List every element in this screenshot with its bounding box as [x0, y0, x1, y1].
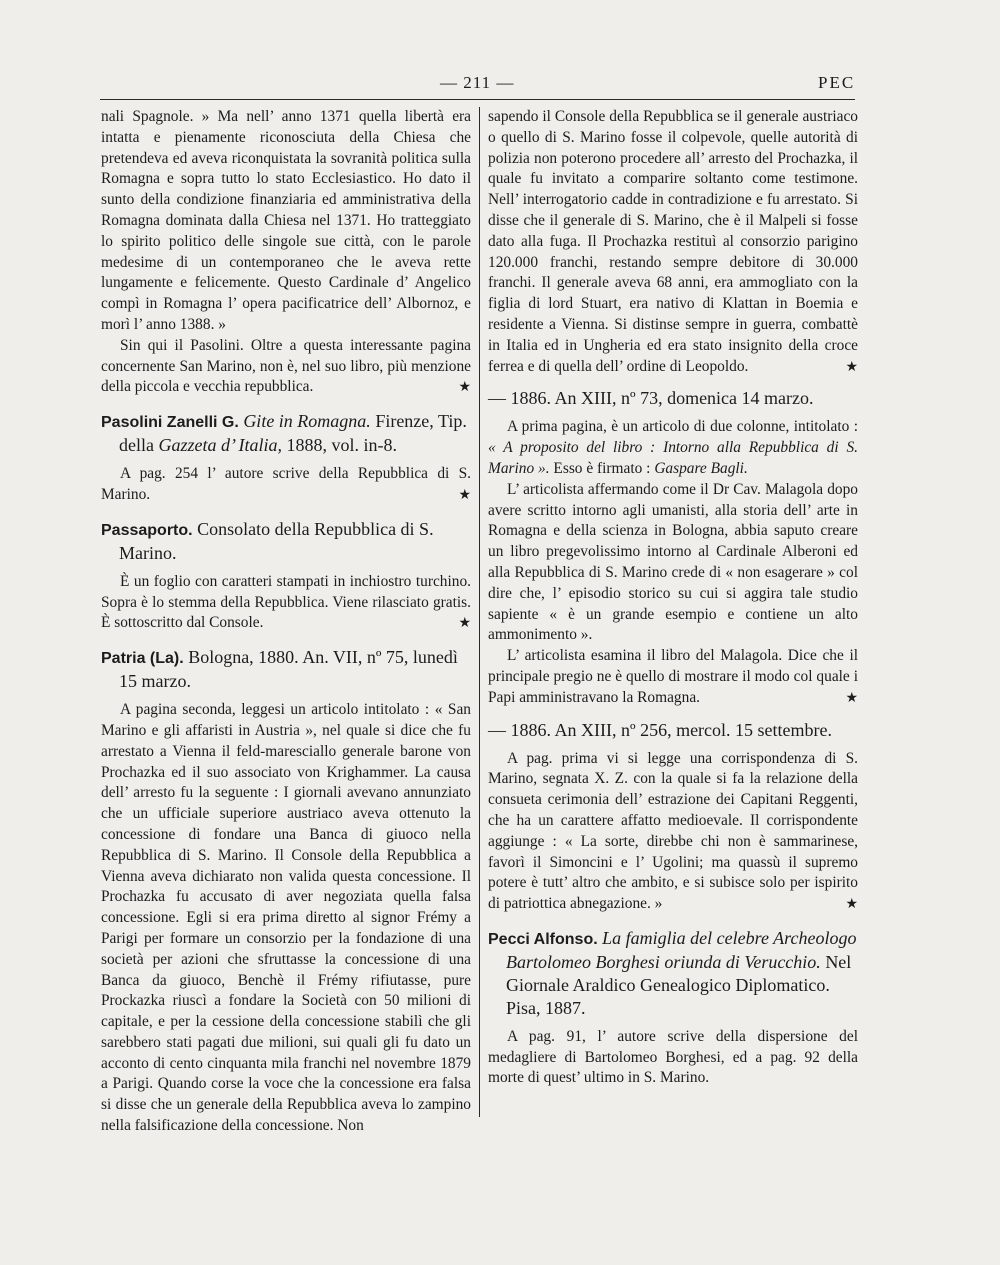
- entry-body-text: A pag. prima vi si legge una corrispondenza di S. Marino, segnata X. Z. con la quale si fa la relazione della consueta cerimonia dell’ estrazione dei Capitani Reggenti, che ha un carattere affatto medioevale. Il corrispondente aggiunge : « La sorte, direbbe chi non è sammarinese, favorì il Simoncini e l’ Ugolini; ma quassù il supremo potere è tutt’ altro che ambito, e si subisce solo per ispirito di patriottica abnegazione. »: [488, 749, 858, 913]
- entry-title: Consolato della Repubblica di S. Marino.: [119, 518, 434, 563]
- entry-author: Patria (La).: [101, 650, 184, 668]
- paragraph: nali Spagnole. » Ma nell’ anno 1371 quella libertà era intatta e pienamente riconosciuta della Chiesa che pretendeva ed aveva riconquistata la sovranità politica sulla Romagna e sopra tutto lo stato Ecclesiastico. Ho dato il sunto della condizione finanziaria ed amministrativa della Romagna dominata dalla Chiesa nel 1371. Ho tratteggiato lo spirito politico delle singole sue città, con le parole medesime di un contemporaneo che le aveva rette lungamente e felicemente. Questo Cardinale d’ Angelico compì in Romagna l’ opera pacificatrice dell’ Albornoz, e morì l’ anno 1388. »: [101, 108, 471, 333]
- entry-body: [488, 417, 858, 479]
- entry-text: A prima pagina, è un articolo di due colonne, intitolato :: [507, 418, 858, 436]
- entry-title: Gite in Romagna.: [243, 411, 371, 432]
- header-rule: [100, 99, 855, 100]
- running-head: PEC: [818, 73, 856, 92]
- entry-body: A pagina seconda, leggesi un articolo intitolato : « San Marino e gli affaristi in Austria », nel quale si dice che fu arrestato a Vienna il feld-maresciallo generale barone von Prochazka ed il suo associato von Krighammer. La causa dell’ arresto fu la seguente : I giornali avevano annunziato che un ufficiale superiore austriaco aveva ottenuto la concessione di fondare una Banca di giuoco nella Repubblica di S. Marino. Il Console della Repubblica a Vienna aveva dichiarato non valida questa concessione. Il Prochazka fu accusato di aver negoziata quella falsa concessione. Egli si era prima diretto al signor Frémy a Parigi per formare un consorzio per la fondazione di una società per azioni che sfruttasse la concessione di una Banca da giuoco, Benchè il Frémy rifiutasse, pure Prockazka riuscì a fondare la Società con 50 milioni di capitale, e per la cessione della concessione stabilì che gli sarebbero stati pagati due milioni, sui quali gli fu dato un acconto di cento cinquanta mila franchi nel novembre 1879 a Parigi. Quando corse la voce che la concessione era falsa si disse che un generale della Repubblica aveva lo zampino nella falsificazione della concessione. Non: [101, 701, 471, 1135]
- entry-heading: [101, 410, 471, 457]
- issue-heading: — 1886. An XIII, nº 256, mercol. 15 settembre.: [488, 719, 833, 740]
- entry-body: [488, 749, 858, 915]
- article-author: Gaspare Bagli.: [654, 459, 748, 477]
- issue-heading: — 1886. An XIII, nº 73, domenica 14 marzo.: [488, 388, 814, 409]
- right-column: [488, 107, 858, 1089]
- page-number: — 211 —: [440, 73, 515, 92]
- paragraph: L’ articolista affermando come il Dr Cav. Malagola dopo avere scritto intorno agli umanisti, alla storia dell’ arte in Romagna e della scienza in Bologna, abbia saputo creare un libro pregevolissimo intorno al Cardinale Alberoni ed alla Repubblica di S. Marino crede di « non esagerare » col dire che, l’ episodio storico su cui si aggira tale studio sapiente « è un grande esempio e contiene un alto ammonimento ».: [488, 480, 858, 644]
- entry-text: 1888, vol. in-8.: [286, 435, 397, 456]
- entry-source: Gazzeta d’ Italia,: [158, 435, 282, 456]
- entry-text: Nel Giornale Araldico Genealogico Diplomatico. Pisa, 1887.: [506, 951, 852, 1018]
- star-icon: ★: [845, 896, 858, 913]
- entry-body: [101, 464, 471, 506]
- entry-heading: [101, 646, 471, 693]
- entry-author: Pecci Alfonso.: [488, 930, 598, 948]
- paragraph: [101, 336, 471, 398]
- paragraph-text: sapendo il Console della Repubblica se il generale austriaco o quello di S. Marino fosse il colpevole, quelle autorità di polizia non poterono procedere all’ arresto del Prochazka, il quale fu invitato a comparire soltanto come testimone. Nell’ interrogatorio cadde in contradizione e fu arrestato. Si disse che il generale di S. Marino, che è il Malpeli si fosse dato alla fuga. Il Prochazka restituì al consorzio parigino 120.000 franchi, restando sempre debitore di 30.000 franchi. Il generale aveva 68 anni, era ammogliato con la figlia di lord Stuart, era nativo di Klattan in Boemia e residente a Vienna. Si distinse sempre in guerra, combattè in Italia ed in Ungheria ed era stato insignito della croce ferrea e di quella dell’ ordine di Leopoldo.: [488, 108, 858, 375]
- entry-text: Esso è firmato :: [549, 459, 655, 477]
- star-icon: ★: [845, 358, 858, 375]
- star-icon: ★: [458, 379, 471, 396]
- entry-heading: [101, 518, 471, 565]
- article-title: « A proposito del libro : Intorno alla Repubblica di S. Marino ».: [488, 439, 858, 477]
- paragraph-text: L’ articolista esamina il libro del Malagola. Dice che il principale pregio ne è quello di mostrare il modo col quale i Papi amministravano la Romagna.: [488, 647, 858, 706]
- star-icon: ★: [458, 615, 471, 632]
- entry-text: Firenze, Tip. della: [119, 411, 467, 456]
- paragraph: [488, 107, 858, 377]
- entry-body-text: È un foglio con caratteri stampati in inchiostro turchino. Sopra è lo stemma della Repubblica. Viene rilasciato gratis. È sottoscritto dal Console.: [101, 572, 471, 632]
- entry-author: Pasolini Zanelli G.: [101, 414, 239, 432]
- entry-title: Bologna, 1880. An. VII, nº 75, lunedì 15 marzo.: [119, 647, 458, 692]
- left-column: [101, 107, 471, 1137]
- entry-body: [101, 572, 471, 634]
- paragraph: [488, 646, 858, 708]
- paragraph-text: Sin qui il Pasolini. Oltre a questa interessante pagina concernente San Marino, non è, nel suo libro, più menzione della piccola e vecchia repubblica.: [101, 336, 471, 396]
- entry-author: Passaporto.: [101, 521, 193, 539]
- entry-body: A pag. 91, l’ autore scrive della dispersione del medagliere di Bartolomeo Borghesi, ed a pag. 92 della morte di quest’ ultimo in S. Marino.: [488, 1027, 858, 1087]
- entry-body-text: A pag. 254 l’ autore scrive della Repubblica di S. Marino.: [101, 465, 471, 503]
- star-icon: ★: [845, 689, 858, 706]
- column-divider: [479, 107, 480, 1117]
- entry-title: La famiglia del celebre Archeologo Bartolomeo Borghesi oriunda di Verucchio.: [506, 927, 857, 972]
- entry-heading: [488, 927, 858, 1020]
- star-icon: ★: [458, 486, 471, 503]
